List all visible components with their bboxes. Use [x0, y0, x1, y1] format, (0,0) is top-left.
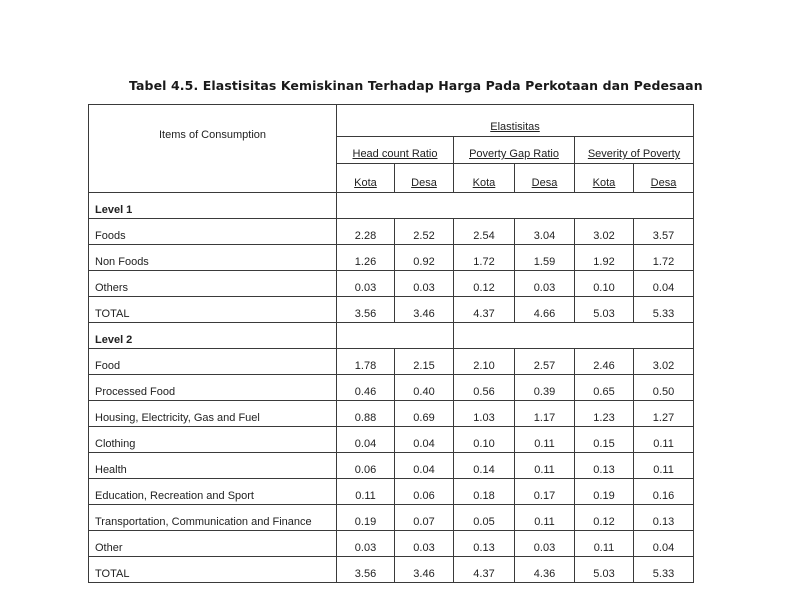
value-cell: 0.12 — [575, 505, 634, 531]
value-cell: 0.88 — [337, 401, 395, 427]
value-cell: 4.36 — [515, 557, 575, 583]
value-cell: 0.10 — [575, 271, 634, 297]
value-cell: 3.46 — [395, 297, 454, 323]
value-cell: 0.04 — [337, 427, 395, 453]
value-cell: 1.17 — [515, 401, 575, 427]
value-cell: 0.56 — [454, 375, 515, 401]
value-cell: 5.03 — [575, 297, 634, 323]
row-label: Other — [89, 531, 337, 557]
value-cell: 0.46 — [337, 375, 395, 401]
table-row — [89, 375, 694, 401]
value-cell: 0.92 — [395, 245, 454, 271]
value-cell: 1.23 — [575, 401, 634, 427]
value-cell: 0.13 — [454, 531, 515, 557]
value-cell: 0.04 — [395, 453, 454, 479]
sub-col-kota: Kota — [575, 164, 634, 193]
value-cell: 3.56 — [337, 557, 395, 583]
value-cell: 1.78 — [337, 349, 395, 375]
value-cell: 0.07 — [395, 505, 454, 531]
level-1-spacer — [337, 193, 694, 219]
row-label: Transportation, Communication and Finance — [89, 505, 337, 531]
sub-col-desa: Desa — [395, 164, 454, 193]
value-cell: 1.03 — [454, 401, 515, 427]
value-cell: 0.04 — [634, 271, 694, 297]
sub-col-kota: Kota — [454, 164, 515, 193]
table-row — [89, 531, 694, 557]
value-cell: 0.18 — [454, 479, 515, 505]
value-cell: 0.03 — [337, 531, 395, 557]
table-row — [89, 349, 694, 375]
value-cell: 0.13 — [575, 453, 634, 479]
table-row — [89, 297, 694, 323]
value-cell: 0.15 — [575, 427, 634, 453]
items-header: Items of Consumption — [89, 105, 337, 193]
value-cell: 0.04 — [634, 531, 694, 557]
row-label: TOTAL — [89, 297, 337, 323]
table-title: Tabel 4.5. Elastisitas Kemiskinan Terhadap Harga Pada Perkotaan dan Pedesaan — [129, 78, 703, 93]
value-cell: 1.59 — [515, 245, 575, 271]
level-2-spacer — [337, 323, 454, 349]
value-cell: 2.57 — [515, 349, 575, 375]
elasticity-table — [88, 104, 694, 583]
value-cell: 0.11 — [337, 479, 395, 505]
level-2-label: Level 2 — [89, 323, 337, 349]
row-label: Others — [89, 271, 337, 297]
row-label: Foods — [89, 219, 337, 245]
value-cell: 0.10 — [454, 427, 515, 453]
value-cell: 2.15 — [395, 349, 454, 375]
value-cell: 5.03 — [575, 557, 634, 583]
value-cell: 2.46 — [575, 349, 634, 375]
value-cell: 3.02 — [634, 349, 694, 375]
table-row — [89, 401, 694, 427]
row-label: Education, Recreation and Sport — [89, 479, 337, 505]
level-2-rows — [89, 349, 694, 583]
value-cell: 0.11 — [515, 505, 575, 531]
row-label: Housing, Electricity, Gas and Fuel — [89, 401, 337, 427]
value-cell: 1.92 — [575, 245, 634, 271]
value-cell: 1.27 — [634, 401, 694, 427]
value-cell: 0.03 — [515, 531, 575, 557]
value-cell: 2.28 — [337, 219, 395, 245]
table-row — [89, 245, 694, 271]
value-cell: 3.04 — [515, 219, 575, 245]
value-cell: 4.37 — [454, 557, 515, 583]
value-cell: 0.03 — [395, 271, 454, 297]
value-cell: 0.40 — [395, 375, 454, 401]
row-label: Health — [89, 453, 337, 479]
value-cell: 4.37 — [454, 297, 515, 323]
table-row — [89, 505, 694, 531]
value-cell: 0.11 — [515, 427, 575, 453]
value-cell: 0.03 — [395, 531, 454, 557]
value-cell: 0.12 — [454, 271, 515, 297]
table-row — [89, 557, 694, 583]
value-cell: 0.03 — [337, 271, 395, 297]
value-cell: 0.06 — [337, 453, 395, 479]
value-cell: 4.66 — [515, 297, 575, 323]
level-1-label: Level 1 — [89, 193, 337, 219]
value-cell: 2.54 — [454, 219, 515, 245]
row-label: Food — [89, 349, 337, 375]
value-cell: 2.10 — [454, 349, 515, 375]
poverty-gap-ratio-header: Poverty Gap Ratio — [454, 137, 575, 164]
table-row — [89, 453, 694, 479]
value-cell: 1.72 — [634, 245, 694, 271]
table-row — [89, 427, 694, 453]
value-cell: 3.56 — [337, 297, 395, 323]
value-cell: 5.33 — [634, 557, 694, 583]
value-cell: 0.05 — [454, 505, 515, 531]
severity-of-poverty-header: Severity of Poverty — [575, 137, 694, 164]
value-cell: 0.16 — [634, 479, 694, 505]
value-cell: 2.52 — [395, 219, 454, 245]
value-cell: 0.39 — [515, 375, 575, 401]
value-cell: 0.03 — [515, 271, 575, 297]
value-cell: 0.69 — [395, 401, 454, 427]
value-cell: 0.17 — [515, 479, 575, 505]
level-2-spacer — [454, 323, 694, 349]
value-cell: 3.46 — [395, 557, 454, 583]
value-cell: 0.65 — [575, 375, 634, 401]
value-cell: 0.06 — [395, 479, 454, 505]
table-row — [89, 271, 694, 297]
value-cell: 0.04 — [395, 427, 454, 453]
row-label: Processed Food — [89, 375, 337, 401]
value-cell: 0.11 — [634, 453, 694, 479]
level-1-rows — [89, 219, 694, 323]
value-cell: 1.72 — [454, 245, 515, 271]
value-cell: 0.50 — [634, 375, 694, 401]
value-cell: 0.13 — [634, 505, 694, 531]
value-cell: 0.11 — [634, 427, 694, 453]
row-label: TOTAL — [89, 557, 337, 583]
value-cell: 0.14 — [454, 453, 515, 479]
value-cell: 0.19 — [337, 505, 395, 531]
table-row — [89, 479, 694, 505]
value-cell: 0.11 — [575, 531, 634, 557]
elastisitas-header: Elastisitas — [337, 105, 694, 137]
sub-col-desa: Desa — [515, 164, 575, 193]
row-label: Clothing — [89, 427, 337, 453]
head-count-ratio-header: Head count Ratio — [337, 137, 454, 164]
value-cell: 0.11 — [515, 453, 575, 479]
value-cell: 1.26 — [337, 245, 395, 271]
value-cell: 3.02 — [575, 219, 634, 245]
table-row — [89, 219, 694, 245]
row-label: Non Foods — [89, 245, 337, 271]
value-cell: 3.57 — [634, 219, 694, 245]
sub-col-desa: Desa — [634, 164, 694, 193]
value-cell: 5.33 — [634, 297, 694, 323]
value-cell: 0.19 — [575, 479, 634, 505]
sub-col-kota: Kota — [337, 164, 395, 193]
